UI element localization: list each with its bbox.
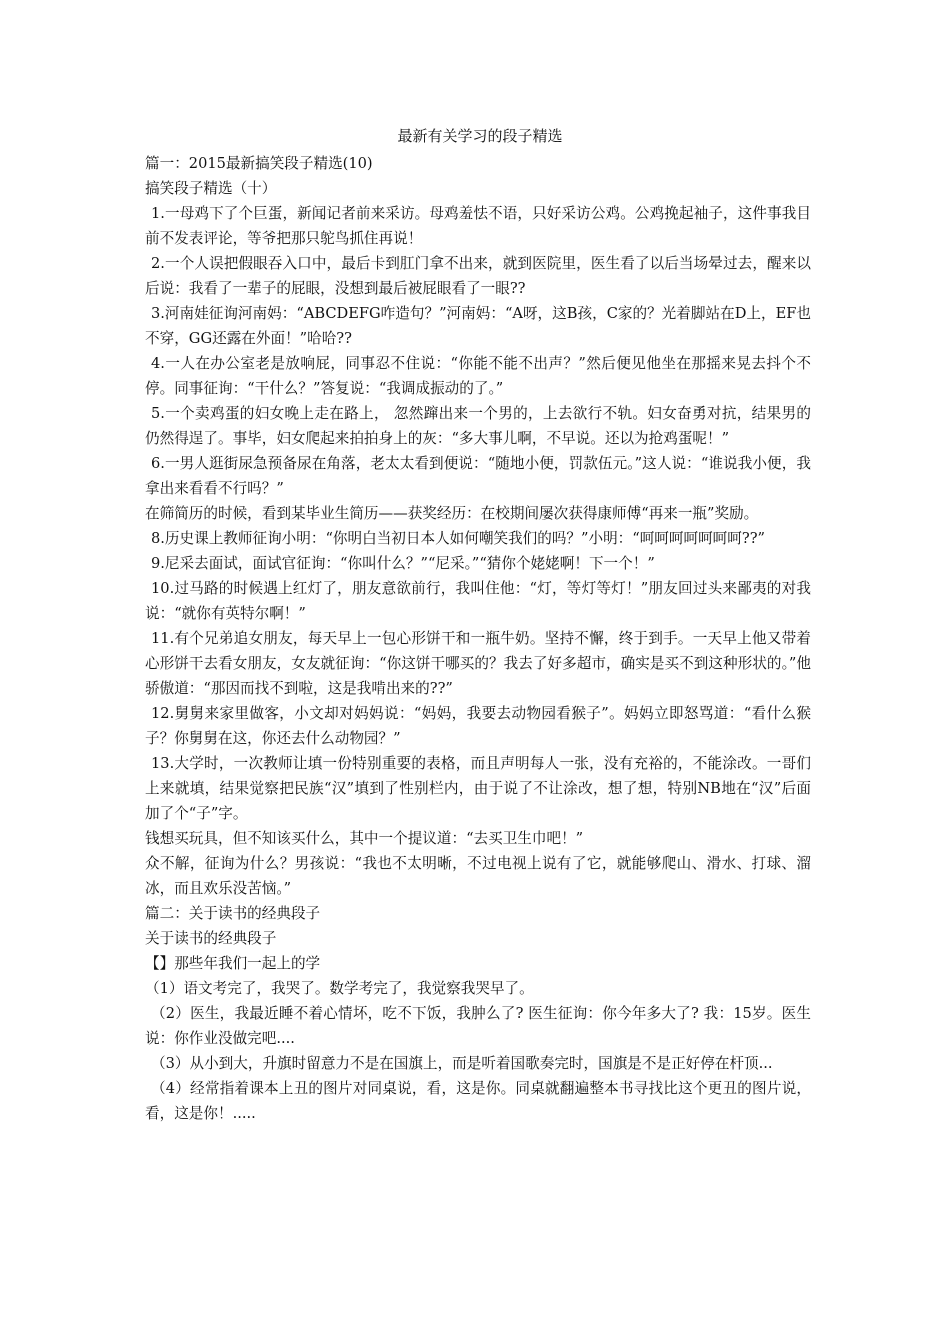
paragraph: 钱想买玩具，但不知该买什么，其中一个提议道：“去买卫生巾吧！”: [145, 830, 584, 847]
paragraph: 1.一母鸡下了个巨蛋，新闻记者前来采访。母鸡羞怯不语，只好采访公鸡。公鸡挽起袖子，这件事我目前不发表评论，等爷把那只鸵鸟抓住再说！: [145, 205, 811, 247]
paragraph: （4）经常指着课本上丑的图片对同桌说，看，这是你。同桌就翻遍整本书寻找比这个更丑的图片说，看，这是你！.....: [145, 1080, 811, 1122]
paragraph: 2.一个人误把假眼吞入口中，最后卡到肛门拿不出来，就到医院里，医生看了以后当场晕过去，醒来以后说：我看了一辈子的屁眼，没想到最后被屁眼看了一眼??: [145, 255, 811, 297]
paragraph: 13.大学时，一次教师让填一份特别重要的表格，而且声明每人一张，没有充裕的，不能涂改。一哥们上来就填，结果觉察把民族“汉”填到了性别栏内，由于说了不让涂改，想了想，特别NB地在“汉”后面加了个“子”字。: [145, 755, 811, 822]
paragraph: （1）语文考完了，我哭了。数学考完了，我觉察我哭早了。: [145, 980, 534, 997]
paragraph: （2）医生，我最近睡不着心情坏，吃不下饭，我肿么了? 医生征询：你今年多大了? 我：15岁。医生说：你作业没做完吧....: [145, 1005, 811, 1047]
paragraph: 篇一：2015最新搞笑段子精选(10): [145, 155, 373, 172]
paragraph: 6.一男人逛街尿急预备尿在角落，老太太看到便说：“随地小便，罚款伍元。”这人说：“谁说我小便，我拿出来看看不行吗？”: [145, 455, 811, 497]
document-page: [145, 124, 811, 1126]
paragraph: 10.过马路的时候遇上红灯了，朋友意欲前行，我叫住他：“灯，等灯等灯！”朋友回过头来鄙夷的对我说：“就你有英特尔啊！”: [145, 580, 811, 622]
paragraph: 篇二：关于读书的经典段子: [145, 905, 321, 922]
paragraph: 5.一个卖鸡蛋的妇女晚上走在路上， 忽然蹿出来一个男的，上去欲行不轨。妇女奋勇对抗，结果男的仍然得逞了。事毕，妇女爬起来拍拍身上的灰：“多大事儿啊，不早说。还以为抢鸡蛋呢！”: [145, 405, 811, 447]
paragraph: 11.有个兄弟追女朋友，每天早上一包心形饼干和一瓶牛奶。坚持不懈，终于到手。一天早上他又带着心形饼干去看女朋友，女友就征询：“你这饼干哪买的？我去了好多超市，确实是买不到这种形状的。”他骄傲道：“那因而找不到啦，这是我啃出来的??”: [145, 630, 811, 697]
paragraph: 8.历史课上教师征询小明：“你明白当初日本人如何嘲笑我们的吗？”小明：“呵呵呵呵呵呵呵??”: [151, 530, 765, 547]
paragraph: 众不解，征询为什么？男孩说：“我也不太明晰，不过电视上说有了它，就能够爬山、滑水、打球、溜冰，而且欢乐没苦恼。”: [145, 855, 811, 897]
paragraph: 9.尼采去面试，面试官征询：“你叫什么？”“尼采。”“猜你个姥姥啊！下一个！”: [151, 555, 655, 572]
paragraph: 12.舅舅来家里做客，小文却对妈妈说：“妈妈，我要去动物园看猴子”。妈妈立即怒骂道：“看什么猴子？你舅舅在这，你还去什么动物园？”: [145, 705, 811, 747]
paragraph: 在筛简历的时候，看到某毕业生简历——获奖经历：在校期间屡次获得康师傅“再来一瓶”奖励。: [145, 505, 759, 522]
paragraph: 4.一人在办公室老是放响屁，同事忍不住说：“你能不能不出声？”然后便见他坐在那摇来晃去抖个不停。同事征询：“干什么？”答复说：“我调成振动的了。”: [145, 355, 811, 397]
paragraph: 关于读书的经典段子: [145, 930, 277, 947]
document-body: [145, 151, 811, 1126]
paragraph: （3）从小到大，升旗时留意力不是在国旗上，而是听着国歌奏完时，国旗是不是正好停在杆顶...: [151, 1055, 773, 1072]
paragraph: 3.河南娃征询河南妈：“ABCDEFG咋造句？”河南妈：“A呀，这B孩，C家的？光着脚站在D上，EF也不穿，GG还露在外面！”哈哈??: [145, 305, 811, 347]
paragraph: 【】那些年我们一起上的学: [145, 955, 321, 972]
document-title: 最新有关学习的段子精选: [397, 127, 563, 145]
paragraph: 搞笑段子精选（十）: [145, 180, 277, 197]
